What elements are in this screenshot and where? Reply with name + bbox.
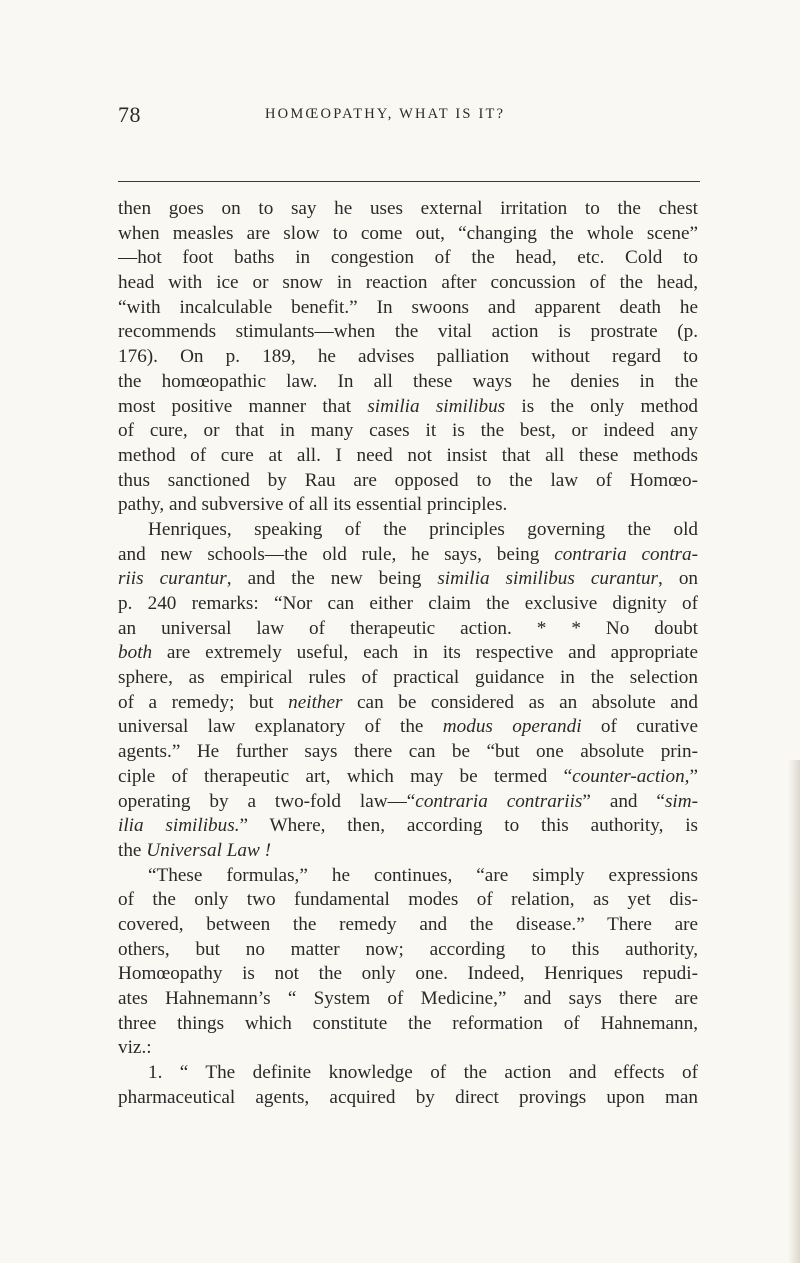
text-line: three things which constitute the reformation of Hahnemann,	[118, 1012, 698, 1034]
text-line: viz.:	[118, 1037, 152, 1059]
text-line: operating by a two-fold law—“contraria contrariis” and “sim-	[118, 790, 698, 812]
text-line: agents.” He further says there can be “but one absolute prin-	[118, 741, 698, 763]
text-line: 176). On p. 189, he advises palliation without regard to	[118, 346, 698, 368]
text-line: the Universal Law !	[118, 839, 271, 861]
text-line: —hot foot baths in congestion of the head, etc. Cold to	[118, 247, 698, 269]
text-line: an universal law of therapeutic action. * * No doubt	[118, 617, 698, 639]
body-text	[118, 197, 698, 1110]
text-line: p. 240 remarks: “Nor can either claim the exclusive dignity of	[118, 593, 698, 614]
text-line: covered, between the remedy and the disease.” There are	[118, 913, 698, 935]
text-line: of the only two fundamental modes of relation, as yet dis-	[118, 889, 698, 911]
text-line: ates Hahnemann’s “ System of Medicine,” and says there are	[118, 988, 698, 1009]
text-line: “These formulas,” he continues, “are simply expressions	[148, 864, 698, 886]
text-line: pathy, and subversive of all its essential principles.	[118, 494, 508, 516]
text-line: and new schools—the old rule, he says, being contraria contra-	[118, 543, 698, 565]
text-line: ciple of therapeutic art, which may be termed “counter-action,”	[118, 765, 698, 787]
text-line: others, but no matter now; according to this authority,	[118, 938, 698, 960]
text-line: when measles are slow to come out, “changing the whole scene”	[118, 222, 698, 244]
text-line: most positive manner that similia similibus is the only method	[118, 395, 698, 417]
text-line: “with incalculable benefit.” In swoons and apparent death he	[118, 296, 698, 318]
text-line: Henriques, speaking of the principles governing the old	[148, 518, 698, 540]
text-line: both are extremely useful, each in its respective and appropriate	[118, 642, 698, 664]
text-line: riis curantur, and the new being similia similibus curantur, on	[118, 568, 698, 590]
text-line: pharmaceutical agents, acquired by direct provings upon man	[118, 1086, 698, 1108]
text-line: 1. “ The definite knowledge of the action and effects of	[148, 1062, 698, 1084]
text-line: method of cure at all. I need not insist that all these methods	[118, 444, 698, 466]
text-line: ilia similibus.” Where, then, according to this authority, is	[118, 815, 698, 837]
header-rule	[118, 181, 700, 182]
text-line: recommends stimulants—when the vital action is prostrate (p.	[118, 321, 698, 343]
text-line: universal law explanatory of the modus operandi of curative	[118, 716, 698, 738]
page-header	[110, 102, 710, 132]
text-line: thus sanctioned by Rau are opposed to the law of Homœo-	[118, 469, 698, 491]
text-line: head with ice or snow in reaction after concussion of the head,	[118, 272, 698, 294]
text-line: the homœopathic law. In all these ways he denies in the	[118, 370, 698, 392]
text-line: sphere, as empirical rules of practical guidance in the selection	[118, 667, 698, 689]
text-line: of cure, or that in many cases it is the best, or indeed any	[118, 420, 698, 442]
page-number: 78	[118, 102, 141, 127]
text-line: then goes on to say he uses external irritation to the chest	[118, 198, 698, 219]
page-edge-shadow	[788, 760, 800, 1263]
text-line: of a remedy; but neither can be considered as an absolute and	[118, 691, 698, 713]
text-line: Homœopathy is not the only one. Indeed, Henriques repudi-	[118, 963, 698, 985]
running-head: HOMŒOPATHY, WHAT IS IT?	[265, 106, 506, 122]
